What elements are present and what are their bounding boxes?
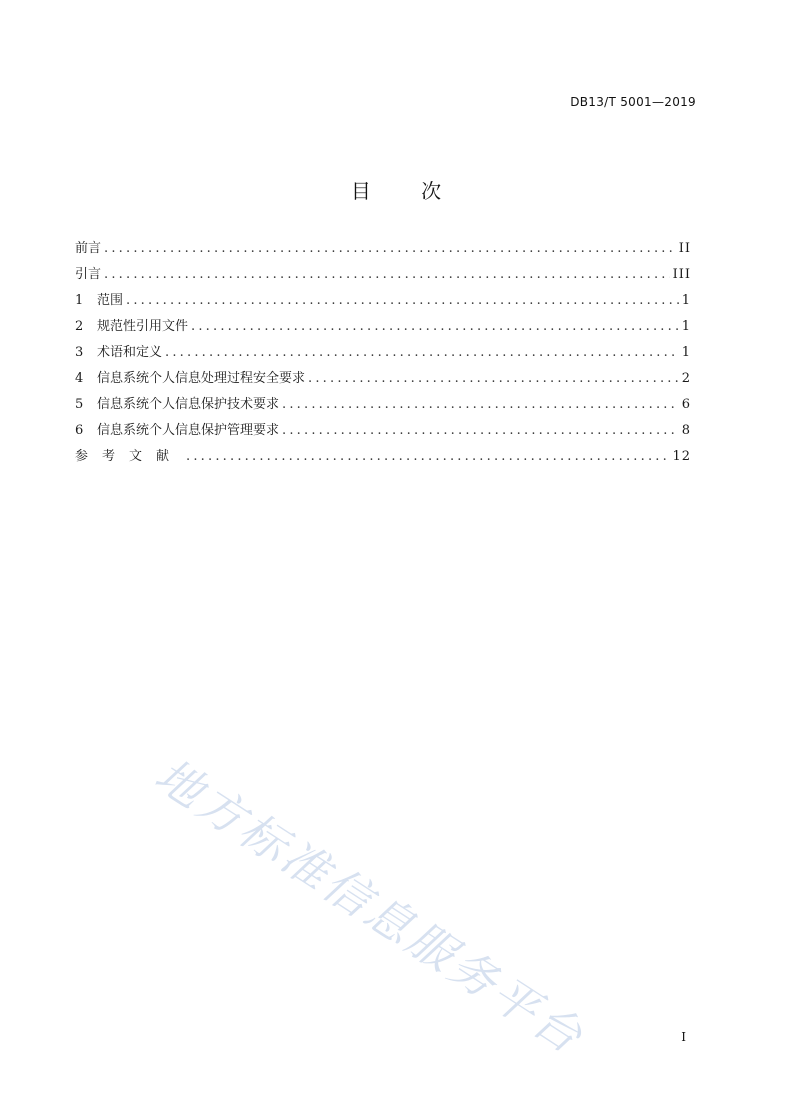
page-number: I	[681, 1030, 686, 1044]
toc-entry-technical-requirements[interactable]	[75, 392, 691, 418]
toc-entry-number: 2	[75, 319, 84, 334]
document-code: DB13/T 5001—2019	[570, 95, 696, 109]
toc-entry-page: 1	[681, 319, 691, 334]
toc-entry-label: 前言	[75, 241, 102, 256]
toc-leader-dots	[104, 262, 670, 288]
toc-entry-label: 范围	[97, 293, 124, 308]
toc-entry-management-requirements[interactable]	[75, 418, 691, 444]
toc-leader-dots	[165, 340, 679, 366]
toc-leader-dots	[308, 366, 679, 392]
toc-leader-dots	[186, 444, 669, 470]
toc-entry-number: 6	[75, 423, 84, 438]
toc-entry-scope[interactable]	[75, 288, 691, 314]
toc-entry-label: 参考文献	[75, 449, 184, 464]
toc-entry-page: 1	[681, 293, 691, 308]
toc-entry-normative-references[interactable]	[75, 314, 691, 340]
toc-entry-label: 信息系统个人信息处理过程安全要求	[97, 371, 306, 386]
toc-entry-foreword[interactable]	[75, 236, 691, 262]
toc-entry-label: 信息系统个人信息保护管理要求	[97, 423, 280, 438]
toc-leader-dots	[191, 314, 679, 340]
watermark: 地方标准信息服务平台	[145, 747, 595, 1066]
toc-entry-terms-definitions[interactable]	[75, 340, 691, 366]
toc-entry-introduction[interactable]	[75, 262, 691, 288]
toc-entry-bibliography[interactable]	[75, 444, 691, 470]
toc-entry-page: 1	[681, 345, 691, 360]
toc-entry-label: 规范性引用文件	[97, 319, 189, 334]
toc-entry-label: 信息系统个人信息保护技术要求	[97, 397, 280, 412]
toc-entry-page: III	[672, 267, 691, 282]
toc-entry-page: II	[678, 241, 691, 256]
table-of-contents	[75, 236, 691, 470]
toc-entry-number: 3	[75, 345, 84, 360]
toc-title: 目 次	[350, 179, 464, 203]
toc-leader-dots	[282, 392, 679, 418]
toc-leader-dots	[126, 288, 679, 314]
toc-entry-label: 引言	[75, 267, 102, 282]
toc-entry-number: 5	[75, 397, 84, 412]
toc-entry-page: 8	[681, 423, 691, 438]
toc-leader-dots	[104, 236, 676, 262]
toc-entry-number: 1	[75, 293, 84, 308]
toc-entry-label: 术语和定义	[97, 345, 163, 360]
toc-entry-page: 12	[672, 449, 691, 464]
toc-leader-dots	[282, 418, 679, 444]
toc-entry-processing-security[interactable]	[75, 366, 691, 392]
toc-entry-page: 6	[681, 397, 691, 412]
toc-entry-page: 2	[681, 371, 691, 386]
toc-entry-number: 4	[75, 371, 84, 386]
